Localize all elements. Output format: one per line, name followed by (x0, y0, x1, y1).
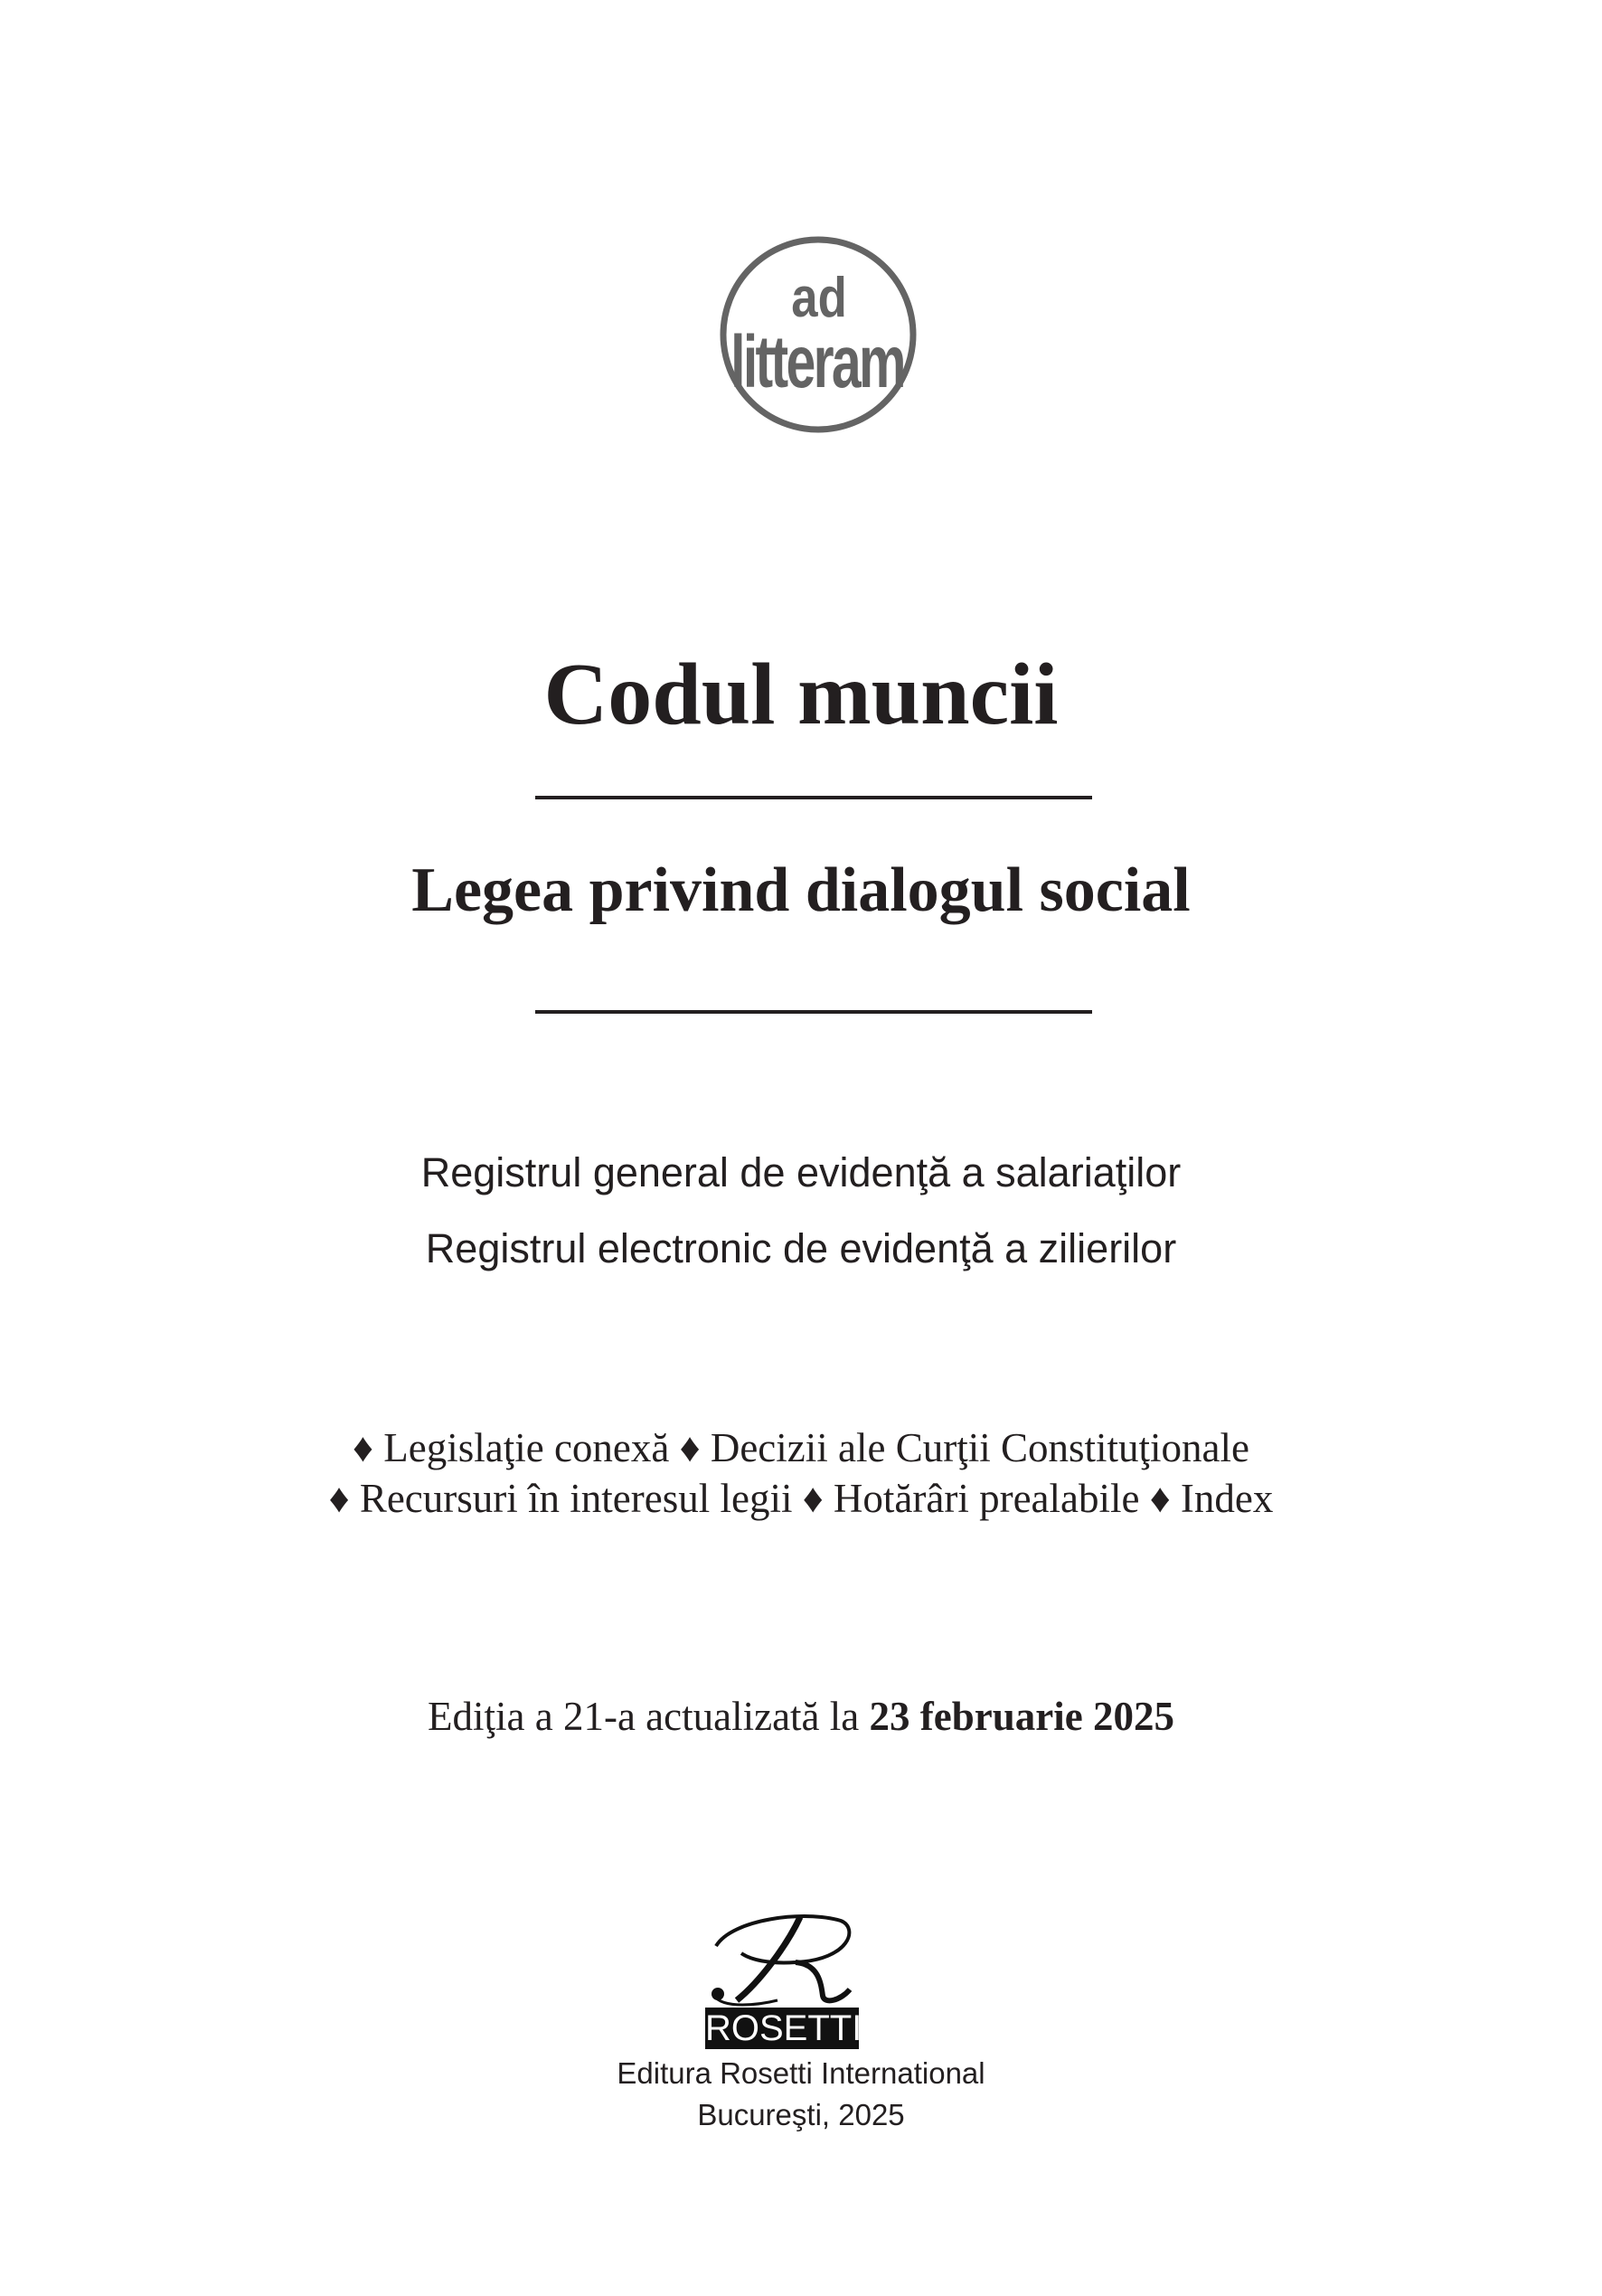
subtitle-divider (535, 1010, 1092, 1014)
edition-date: 23 februarie 2025 (869, 1694, 1174, 1739)
rosetti-logo (705, 1910, 862, 2050)
ad-litteram-logo (717, 233, 919, 436)
page-title: Codul muncii (543, 646, 1059, 743)
svg-text:ad: ad (791, 267, 847, 330)
edition-prefix: Ediţia a 21-a actualizată la (428, 1694, 870, 1739)
title-divider (535, 796, 1092, 799)
svg-text:litteram: litteram (730, 320, 907, 404)
contents-line-2: ♦ Recursuri în interesul legii ♦ Hotărâri prealabile ♦ Index (328, 1476, 1274, 1521)
register-line-1: Registrul general de evidenţă a salariaţilor (420, 1149, 1182, 1195)
rosetti-wordmark: ROSETTI (705, 2008, 862, 2048)
subtitle: Legea privind dialogul social (411, 855, 1191, 925)
contents-line-1: ♦ Legislaţie conexă ♦ Decizii ale Curţii Constituţionale (353, 1425, 1249, 1470)
place-year: Bucureşti, 2025 (697, 2098, 905, 2131)
register-line-2: Registrul electronic de evidenţă a zilierilor (425, 1225, 1177, 1271)
edition-line (0, 1693, 1602, 1740)
publisher-name: Editura Rosetti International (617, 2056, 985, 2090)
